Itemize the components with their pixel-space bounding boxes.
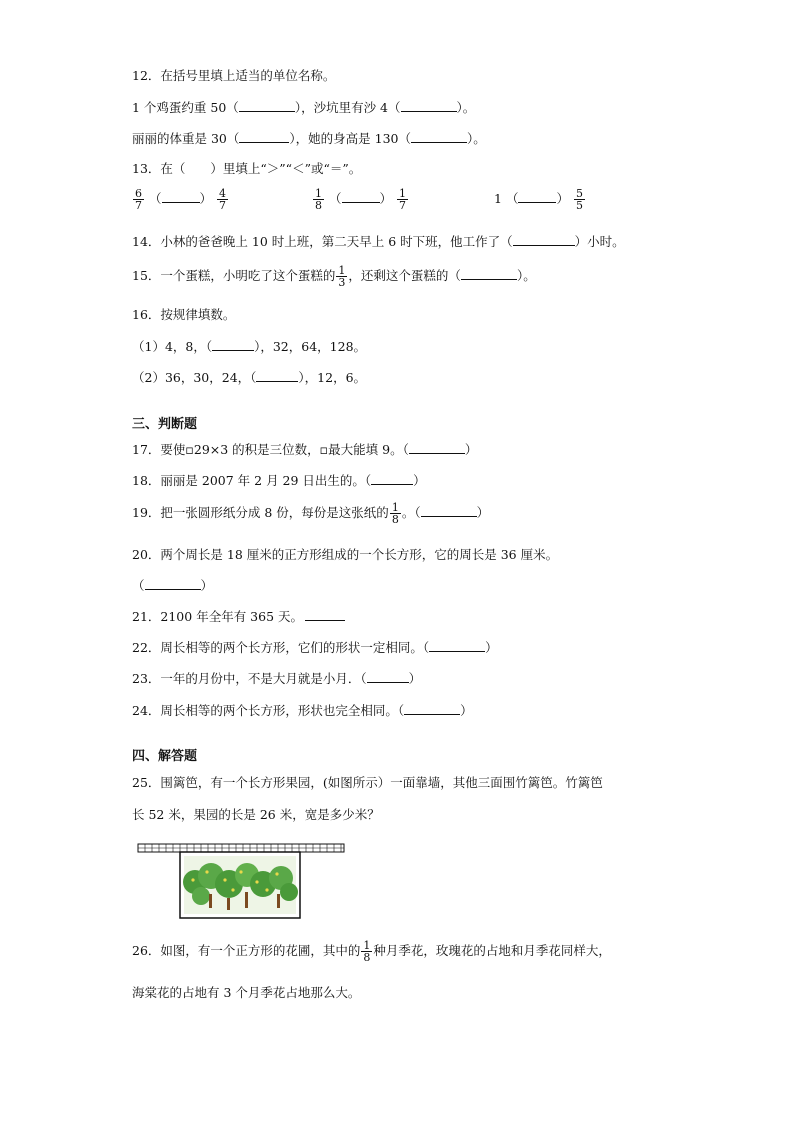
fraction: $\frac{1}{3}$ — [338, 264, 346, 289]
answer-blank[interactable] — [239, 131, 289, 143]
q25-line1: 25．围篱笆，有一个长方形果园，(如图所示）一面靠墙，其他三面围竹篱笆。竹篱笆 — [132, 775, 603, 790]
q20-open: （ — [132, 578, 145, 593]
section-heading-answer: 四、解答题 — [132, 749, 198, 764]
q17-text: 17．要使▫29×3 的积是三位数，▫最大能填 9。（ — [132, 442, 409, 457]
answer-blank[interactable] — [429, 640, 485, 652]
q24-text: 24．周长相等的两个长方形，形状也完全相同。（ — [132, 703, 405, 718]
q13-compare-1 — [132, 188, 229, 211]
q14 — [132, 234, 625, 250]
q26-text-a: 26．如图，有一个正方形的花圃，其中的 — [132, 943, 361, 958]
q16-line1 — [132, 339, 366, 355]
q14-text-a: 14．小林的爸爸晚上 10 时上班，第二天早上 6 时下班，他工作了（ — [132, 234, 513, 249]
paren-open: （ — [328, 191, 342, 206]
q26-text-b: 种月季花，玫瑰花的占地和月季花同样大， — [373, 943, 611, 958]
q18-close: ） — [413, 473, 426, 488]
q19-text-b: 。（ — [401, 505, 421, 520]
q12-line1 — [132, 100, 475, 116]
q12-line2 — [132, 131, 486, 147]
fraction: $\frac{5}{5}$ — [575, 187, 583, 212]
q16-line1-text-b: ），32，64，128。 — [254, 339, 367, 354]
whole-number: 1 — [494, 191, 502, 206]
fraction: $\frac{4}{7}$ — [219, 187, 226, 212]
answer-blank[interactable] — [421, 505, 477, 517]
wall-icon — [138, 844, 344, 852]
trees-icon — [183, 856, 298, 914]
q16-line2-text-a: （2）36，30，24，（ — [132, 370, 257, 385]
answer-blank[interactable] — [411, 131, 467, 143]
fraction: $\frac{6}{7}$ — [135, 187, 142, 212]
q22-close: ） — [485, 640, 498, 655]
q18 — [132, 473, 426, 489]
paren-close: ） — [556, 191, 569, 206]
answer-blank[interactable] — [239, 100, 295, 112]
q20-answer — [132, 578, 213, 594]
answer-blank[interactable] — [461, 268, 517, 280]
answer-blank[interactable] — [367, 671, 409, 683]
q17-close: ） — [464, 442, 478, 457]
q23-close: ） — [408, 671, 422, 686]
q12-line2-text-b: ），她的身高是 130（ — [289, 131, 411, 146]
q18-text: 18．丽丽是 2007 年 2 月 29 日出生的。（ — [132, 473, 372, 488]
q20-close: ） — [200, 578, 214, 593]
q19-close: ） — [476, 505, 490, 520]
q13-title: 13．在（ ）里填上“＞”“＜”或“＝”。 — [132, 161, 362, 176]
q16-line1-text-a: （1）4，8，（ — [132, 339, 213, 354]
q20: 20．两个周长是 18 厘米的正方形组成的一个长方形，它的周长是 36 厘米。 — [132, 547, 559, 562]
q23-text: 23．一年的月份中，不是大月就是小月．（ — [132, 671, 367, 686]
q16-title: 16．按规律填数。 — [132, 307, 236, 322]
q19-text-a: 19．把一张圆形纸分成 8 份，每份是这张纸的 — [132, 505, 389, 520]
paren-open: （ — [148, 191, 162, 206]
q24-close: ） — [460, 703, 473, 718]
q12-line1-text-a: 1 个鸡蛋约重 50（ — [132, 100, 239, 115]
q14-text-b: ）小时。 — [574, 234, 625, 249]
answer-blank[interactable] — [342, 191, 380, 203]
answer-blank[interactable] — [404, 703, 460, 715]
q21-text: 21．2100 年全年有 365 天。 — [132, 609, 303, 624]
q12-line2-text-a: 丽丽的体重是 30（ — [132, 131, 240, 146]
q26-line2: 海棠花的占地有 3 个月季花占地那么大。 — [132, 985, 361, 1000]
q13-compare-3 — [494, 188, 586, 211]
fraction: $\frac{1}{8}$ — [363, 939, 371, 964]
q23 — [132, 671, 421, 687]
answer-blank[interactable] — [212, 339, 254, 351]
answer-blank[interactable] — [401, 100, 457, 112]
answer-blank[interactable] — [145, 578, 201, 590]
q13-compare-2 — [312, 188, 409, 211]
fraction: $\frac{1}{7}$ — [399, 187, 406, 212]
paren-close: ） — [199, 191, 213, 206]
q26-line1 — [132, 940, 611, 963]
q15-text-a: 15．一个蛋糕，小明吃了这个蛋糕的 — [132, 268, 336, 283]
fraction: $\frac{1}{8}$ — [391, 501, 399, 526]
paren-close: ） — [379, 191, 393, 206]
q19 — [132, 502, 489, 525]
answer-blank[interactable] — [518, 191, 556, 203]
section-heading-judgment: 三、判断题 — [132, 417, 198, 432]
q15 — [132, 265, 536, 288]
answer-blank[interactable] — [409, 442, 465, 454]
q12-line2-text-c: ）。 — [466, 131, 486, 146]
q21 — [132, 609, 345, 625]
q12-title: 12．在括号里填上适当的单位名称。 — [132, 68, 336, 83]
q15-text-c: ）。 — [516, 268, 536, 283]
answer-blank[interactable] — [371, 473, 413, 485]
fraction: $\frac{1}{8}$ — [315, 187, 322, 212]
q12-line1-text-b: ），沙坑里有沙 4（ — [294, 100, 401, 115]
q25-line2: 长 52 米，果园的长是 26 米，宽是多少米？ — [132, 807, 380, 822]
answer-blank[interactable] — [513, 234, 575, 246]
q24 — [132, 703, 473, 719]
q22-text: 22．周长相等的两个长方形，它们的形状一定相同。（ — [132, 640, 430, 655]
q12-line1-text-c: ）。 — [456, 100, 476, 115]
answer-blank[interactable] — [162, 191, 200, 203]
q15-text-b: ，还剩这个蛋糕的（ — [348, 268, 461, 283]
answer-blank[interactable] — [305, 609, 345, 621]
orchard-figure — [137, 842, 347, 922]
paren-open: （ — [505, 191, 519, 206]
q17 — [132, 442, 477, 458]
answer-blank[interactable] — [256, 370, 298, 382]
q22 — [132, 640, 498, 656]
q16-line2 — [132, 370, 366, 386]
q16-line2-text-b: ），12，6。 — [298, 370, 367, 385]
